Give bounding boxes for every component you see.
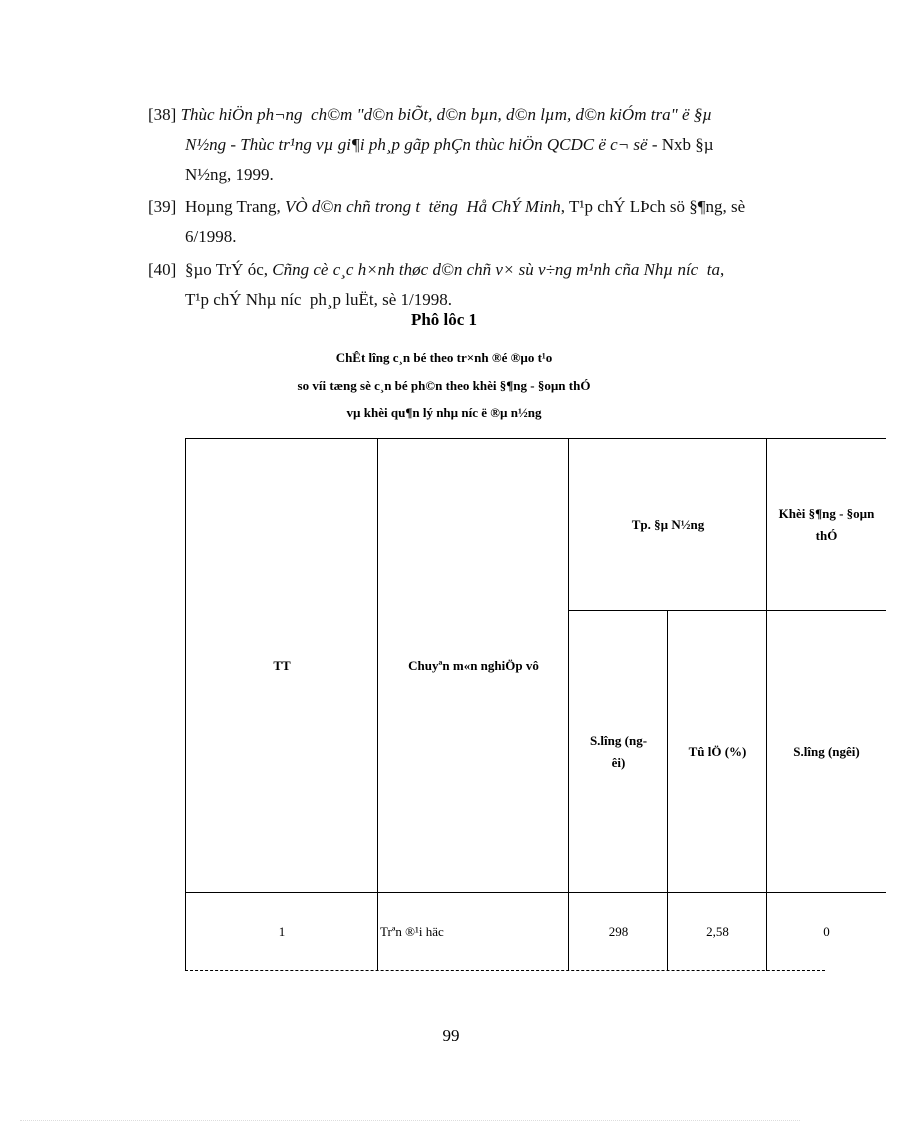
header-tyle: Tû lÖ (%) [667,610,767,893]
row-khoi-soluong: 0 [766,892,886,971]
reference-publisher: , T¹p chÝ Nhµ níc ph¸p luËt, sè 1/1998. [185,260,729,309]
header-soluong: S.lîng (ngêi) [568,610,668,893]
header-specialty: Chuyªn m«n nghiÖp vô [377,438,569,893]
reference-title: Thùc hiÖn ph¬ng ch©m "d©n biÕt, d©n bµn, d©n lµm, d©n kiÓm tra" ë §µ N½ng - Thùc tr¹ng vµ gi¶i ph¸p gãp phÇn thùc hiÖn QCDC ë c¬ së [180,105,717,154]
reference-title: Cñng cè c¸c h×nh thøc d©n chñ v× sù v÷ng m¹nh cña Nhµ níc ta [272,260,720,279]
table-bottom-border [185,970,825,971]
row-specialty: Trªn ®¹i häc [377,892,569,971]
reference-publisher: , T¹p chÝ LÞch sö §¶ng, sè 6/1998. [185,197,750,246]
header-group-khoi: Khèi §¶ng - §oµn thÓ [766,438,886,611]
appendix-subtitle-line: vµ khèi qu¶n lý nhµ níc ë ®µ n½ng [346,405,542,420]
page-footer-divider [20,1120,800,1121]
reference-40 [148,255,748,315]
statistics-table [185,438,885,971]
row-tyle: 2,58 [667,892,767,971]
appendix-title: Phô lôc 1 [410,310,478,329]
reference-title: VÒ d©n chñ trong t tëng Hå ChÝ Minh [285,197,561,216]
header-group-danang: Tp. §µ N½ng [568,438,767,611]
header-khoi-soluong: S.lîng (ngêi) [766,610,886,893]
reference-38 [148,100,748,190]
row-soluong: 298 [568,892,668,971]
appendix-subtitle-line: ChÊt lîng c¸n bé theo tr×nh ®é ®µo t¹o [335,350,553,365]
row-tt: 1 [185,892,378,971]
reference-number: [40] [148,260,177,279]
reference-number: [39] [148,197,177,216]
reference-publisher: - Nxb §µ N½ng, 1999. [185,135,718,184]
reference-39 [148,192,748,252]
reference-number: [38] [148,105,177,124]
page-number: 99 [442,1026,460,1045]
appendix-subtitle-line: so víi tæng sè c¸n bé ph©n theo khèi §¶ng - §oµn thÓ [297,378,591,393]
reference-author: §µo TrÝ óc, [185,260,273,279]
reference-author: Hoµng Trang, [185,197,286,216]
header-tt: TT [185,438,378,893]
